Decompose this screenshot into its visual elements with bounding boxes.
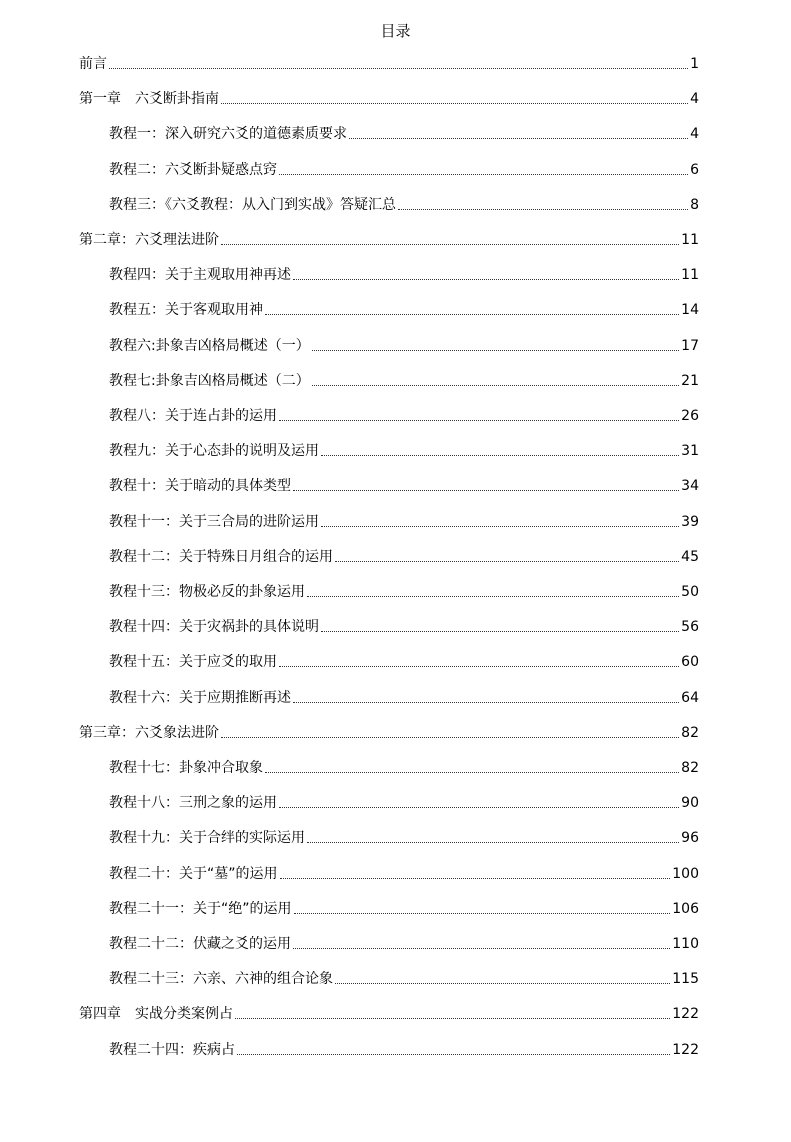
toc-page-number: 45 (681, 548, 699, 565)
toc-dot-leader (335, 983, 670, 984)
toc-page-number: 64 (681, 689, 699, 706)
toc-dot-leader (235, 1018, 670, 1019)
toc-page-number: 122 (672, 1041, 699, 1058)
toc-lesson-entry[interactable] (109, 404, 699, 426)
toc-chapter-entry[interactable] (79, 87, 699, 109)
toc-entry-label: 教程十九：关于合绊的实际运用 (109, 830, 305, 847)
toc-entry-label: 教程十：关于暗动的具体类型 (109, 478, 291, 495)
toc-dot-leader (293, 279, 679, 280)
toc-page-number: 82 (681, 760, 699, 776)
toc-lesson-entry[interactable] (109, 826, 699, 848)
toc-page-number: 82 (681, 724, 699, 741)
toc-dot-leader (221, 244, 679, 245)
toc-lesson-entry[interactable] (109, 158, 699, 180)
toc-entry-label: 教程二：六爻断卦疑惑点窍 (109, 161, 277, 178)
toc-lesson-entry[interactable] (109, 580, 699, 602)
toc-dot-leader (279, 174, 688, 175)
toc-entry-label: 第一章 六爻断卦指南 (79, 91, 219, 108)
toc-entry-label: 教程二十：关于“墓”的运用 (109, 865, 278, 882)
toc-entry-label: 第二章：六爻理法进阶 (79, 232, 219, 248)
toc-page-number: 17 (681, 337, 699, 354)
toc-page-number: 39 (681, 513, 699, 530)
toc-page-number: 31 (681, 443, 699, 460)
toc-dot-leader (221, 737, 679, 738)
toc-entry-label: 教程十三：物极必反的卦象运用 (109, 584, 305, 600)
toc-dot-leader (293, 948, 670, 949)
toc-dot-leader (279, 666, 679, 667)
toc-page-number: 34 (681, 478, 699, 495)
toc-page-number: 4 (690, 91, 699, 108)
toc-lesson-entry[interactable] (109, 932, 699, 954)
toc-dot-leader (398, 209, 688, 210)
toc-entry-label: 教程四：关于主观取用神再述 (109, 267, 291, 284)
toc-lesson-entry[interactable] (109, 263, 699, 285)
toc-page-number: 26 (681, 408, 699, 424)
toc-dot-leader (279, 420, 679, 421)
toc-page-number: 60 (681, 654, 699, 671)
toc-chapter-entry[interactable] (79, 1002, 699, 1024)
toc-page-number: 11 (681, 267, 699, 284)
toc-dot-leader (321, 526, 679, 527)
toc-page-number: 96 (681, 830, 699, 847)
toc-dot-leader (294, 913, 671, 914)
toc-entry-label: 教程七:卦象吉凶格局概述（二） (109, 372, 310, 389)
toc-dot-leader (265, 772, 679, 773)
toc-entry-label: 教程二十二：伏藏之爻的运用 (109, 936, 291, 952)
toc-dot-leader (221, 103, 688, 104)
toc-page-number: 122 (672, 1006, 699, 1023)
toc-entry-label: 教程十二：关于特殊日月组合的运用 (109, 548, 333, 565)
toc-page-number: 100 (672, 865, 699, 882)
toc-dot-leader (335, 561, 679, 562)
toc-dot-leader (349, 138, 688, 139)
toc-entry-label: 第四章 实战分类案例占 (79, 1006, 233, 1023)
toc-entry-label: 教程十八：三刑之象的运用 (109, 795, 277, 812)
toc-page-number: 4 (690, 126, 699, 143)
toc-lesson-entry[interactable] (109, 545, 699, 567)
toc-dot-leader (321, 631, 679, 632)
toc-page-number: 14 (681, 302, 699, 319)
toc-dot-leader (312, 385, 679, 386)
toc-entry-label: 教程十四：关于灾祸卦的具体说明 (109, 619, 319, 636)
toc-chapter-entry[interactable] (79, 228, 699, 250)
toc-entry-label: 第三章：六爻象法进阶 (79, 724, 219, 741)
toc-lesson-entry[interactable] (109, 298, 699, 320)
toc-page-number: 21 (681, 372, 699, 389)
toc-entry-label: 教程十五：关于应爻的取用 (109, 654, 277, 671)
toc-entry-label: 教程二十四：疾病占 (109, 1041, 235, 1058)
toc-page-number: 11 (681, 232, 699, 248)
toc-page-number: 56 (681, 619, 699, 636)
toc-entry-label: 教程二十一：关于“绝”的运用 (109, 900, 292, 917)
toc-chapter-entry[interactable] (79, 721, 699, 743)
toc-lesson-entry[interactable] (109, 650, 699, 672)
toc-dot-leader (312, 350, 679, 351)
toc-dot-leader (279, 807, 679, 808)
toc-dot-leader (280, 878, 671, 879)
toc-entry-label: 教程五：关于客观取用神 (109, 302, 263, 319)
toc-lesson-entry[interactable] (109, 967, 699, 989)
toc-entry-label: 教程三：《六爻教程：从入门到实战》答疑汇总 (109, 196, 396, 213)
toc-lesson-entry[interactable] (109, 474, 699, 496)
toc-page-number: 8 (690, 196, 699, 213)
toc-dot-leader (237, 1054, 670, 1055)
toc-lesson-entry[interactable] (109, 897, 699, 919)
toc-entry-label: 教程八：关于连占卦的运用 (109, 408, 277, 424)
toc-page-number: 115 (672, 971, 699, 988)
toc-lesson-entry[interactable] (109, 510, 699, 532)
toc-page-number: 106 (672, 900, 699, 917)
toc-dot-leader (321, 455, 679, 456)
toc-lesson-entry[interactable] (109, 791, 699, 813)
toc-entry-label: 教程六:卦象吉凶格局概述（一） (109, 337, 310, 354)
page-title: 目录 (380, 22, 411, 40)
toc-lesson-entry[interactable] (109, 615, 699, 637)
toc-dot-leader (293, 702, 679, 703)
toc-page-number: 6 (690, 161, 699, 178)
toc-page-number: 110 (672, 936, 699, 952)
toc-lesson-entry[interactable] (109, 193, 699, 215)
toc-entry-label: 教程十一：关于三合局的进阶运用 (109, 513, 319, 530)
toc-page-number: 1 (690, 56, 699, 72)
toc-page-number: 90 (681, 795, 699, 812)
toc-dot-leader (307, 842, 679, 843)
toc-entry-label: 前言 (79, 56, 107, 72)
toc-dot-leader (109, 68, 688, 69)
toc-lesson-entry[interactable] (109, 1038, 699, 1060)
toc-lesson-entry[interactable] (109, 862, 699, 884)
toc-lesson-entry[interactable] (109, 334, 699, 356)
toc-dot-leader (293, 490, 679, 491)
toc-lesson-entry[interactable] (109, 686, 699, 708)
toc-lesson-entry[interactable] (109, 439, 699, 461)
toc-entry-label: 教程十七：卦象冲合取象 (109, 760, 263, 776)
toc-entry-label: 教程二十三：六亲、六神的组合论象 (109, 971, 333, 988)
toc-entry-label: 教程一：深入研究六爻的道德素质要求 (109, 126, 347, 143)
toc-entry-label: 教程十六：关于应期推断再述 (109, 689, 291, 706)
toc-dot-leader (265, 314, 679, 315)
toc-lesson-entry[interactable] (109, 122, 699, 144)
toc-lesson-entry[interactable] (109, 369, 699, 391)
toc-dot-leader (307, 596, 679, 597)
toc-lesson-entry[interactable] (109, 756, 699, 778)
toc-entry-label: 教程九：关于心态卦的说明及运用 (109, 443, 319, 460)
toc-chapter-entry[interactable] (79, 52, 699, 74)
toc-page-number: 50 (681, 584, 699, 600)
